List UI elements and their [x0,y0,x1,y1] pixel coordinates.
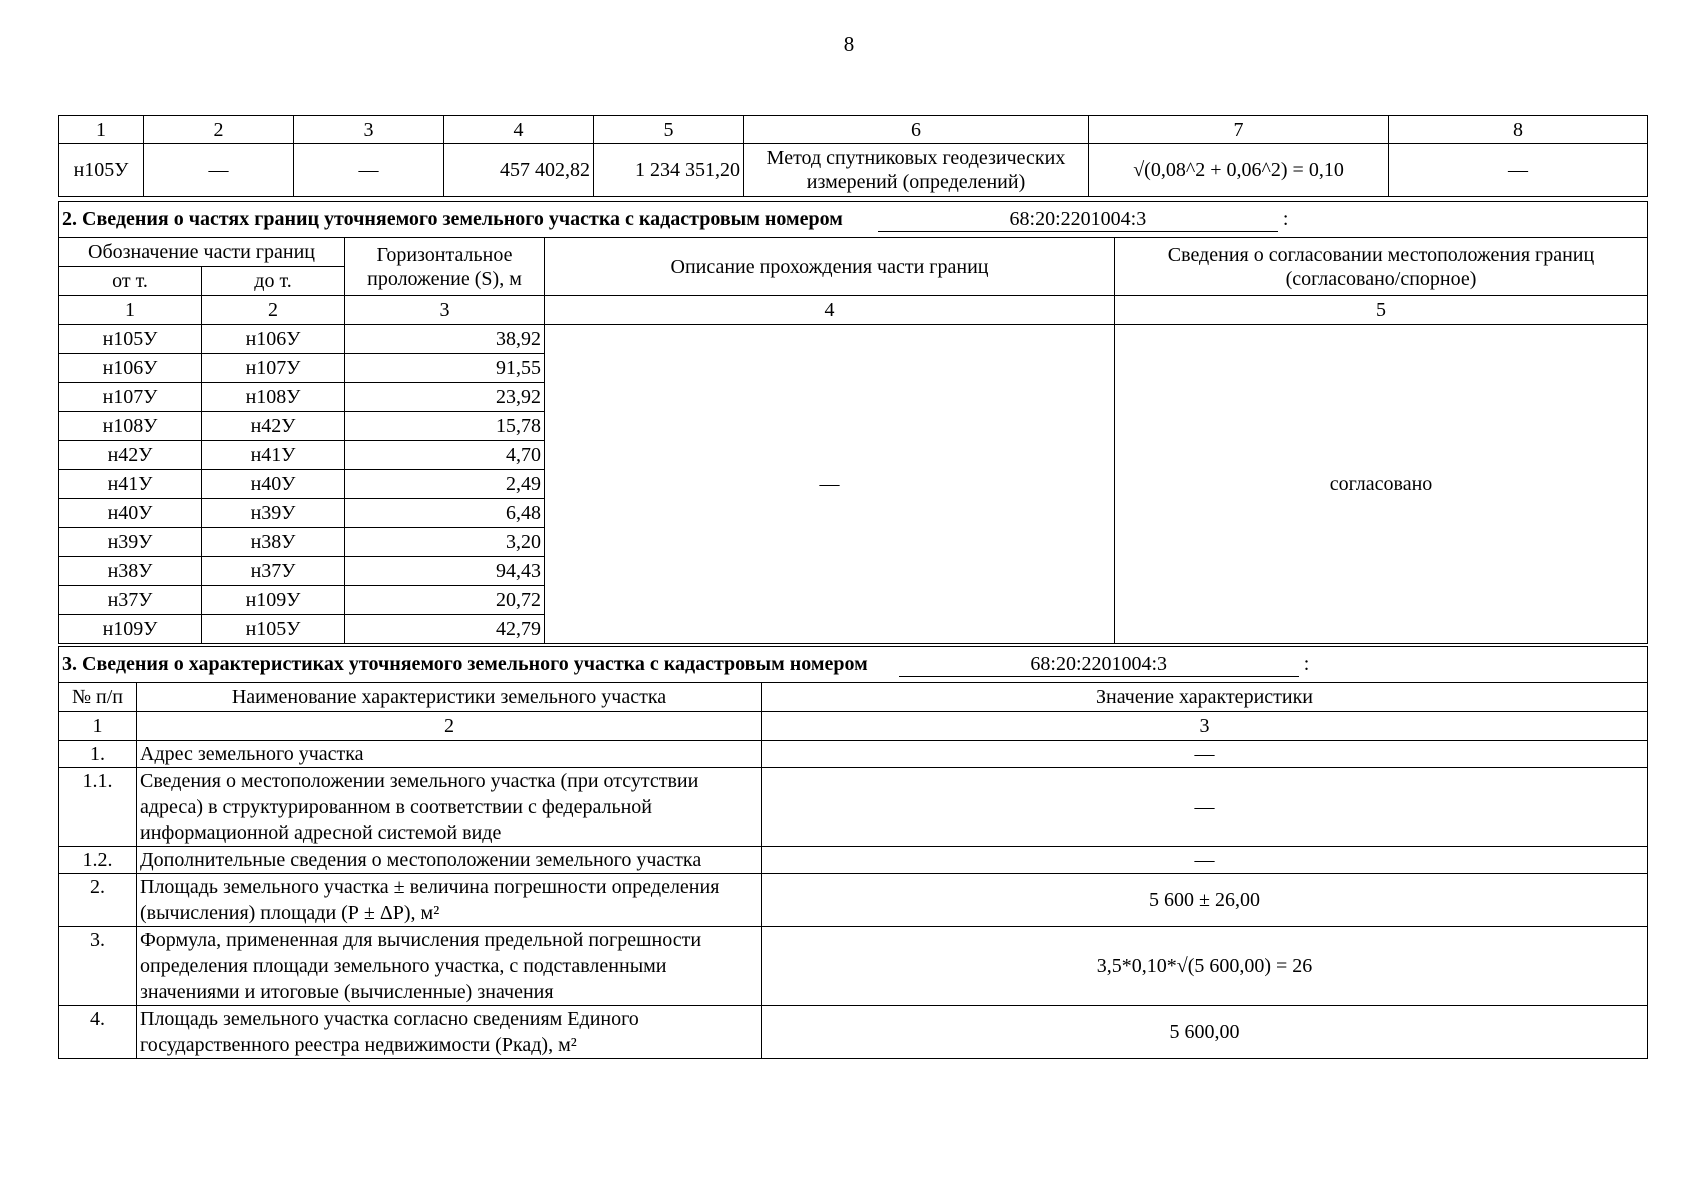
column-number-row [59,116,1648,144]
point-from: н42У [59,441,202,470]
coordinate-x: 457 402,82 [444,144,594,197]
table-cell: — [1389,144,1648,197]
horizontal-distance: 20,72 [345,586,545,615]
row-number: 1.1. [59,768,137,847]
section3-title-text: 3. Сведения о характеристиках уточняемого земельного участка с кадастровым номером [62,653,868,675]
boundary-points-table [58,115,1648,197]
col-number: 2 [137,712,762,741]
col-number: 2 [202,296,345,325]
section2-cadastral-number: 68:20:2201004:3 [878,207,1278,232]
col-number: 2 [144,116,294,144]
col-number: 8 [1389,116,1648,144]
point-to: н42У [202,412,345,441]
table-cell: — [294,144,444,197]
boundary-parts-body [59,325,1648,644]
table-row [59,325,1648,354]
header-designation: Обозначение части границ [59,238,345,267]
col-number: 5 [1115,296,1648,325]
characteristic-value: — [762,847,1648,874]
point-from: н106У [59,354,202,383]
col-number: 1 [59,296,202,325]
horizontal-distance: 94,43 [345,557,545,586]
col-number: 4 [444,116,594,144]
point-to: н107У [202,354,345,383]
point-from: н105У [59,325,202,354]
point-from: н39У [59,528,202,557]
characteristic-value: 3,5*0,10*√(5 600,00) = 26 [762,927,1648,1006]
point-to: н39У [202,499,345,528]
column-number-row [59,712,1648,741]
page-number: 8 [843,32,855,56]
col-number: 6 [744,116,1089,144]
point-to: н108У [202,383,345,412]
boundary-parts-table [58,201,1648,644]
col-number: 5 [594,116,744,144]
horizontal-distance: 15,78 [345,412,545,441]
coordinate-y: 1 234 351,20 [594,144,744,197]
header-num: № п/п [59,683,137,712]
horizontal-distance: 91,55 [345,354,545,383]
horizontal-distance: 4,70 [345,441,545,470]
characteristics-table [58,646,1648,1059]
table-row [59,1006,1648,1059]
col-number: 3 [294,116,444,144]
point-to: н37У [202,557,345,586]
header-horizontal: Горизонтальное проложение (S), м [345,238,545,296]
point-designation: н105У [59,144,144,197]
table-row [59,741,1648,768]
header-row [59,683,1648,712]
horizontal-distance: 23,92 [345,383,545,412]
horizontal-distance: 2,49 [345,470,545,499]
header-to: до т. [202,267,345,296]
measurement-method: Метод спутниковых геодезических измерений (определений) [744,144,1089,197]
horizontal-distance: 3,20 [345,528,545,557]
row-number: 1. [59,741,137,768]
point-from: н107У [59,383,202,412]
col-number: 7 [1089,116,1389,144]
header-row [59,238,1648,267]
horizontal-distance: 38,92 [345,325,545,354]
header-description: Описание прохождения части границ [545,238,1115,296]
col-number: 3 [762,712,1648,741]
characteristic-value: — [762,768,1648,847]
row-number: 3. [59,927,137,1006]
characteristic-name: Сведения о местоположении земельного участка (при отсутствии адреса) в структурированном в соответствии с федеральной информационной адресной системой виде [137,768,762,847]
characteristic-value: 5 600 ± 26,00 [762,874,1648,927]
section3-colon: : [1303,653,1310,675]
section2-title-text: 2. Сведения о частях границ уточняемого земельного участка с кадастровым номером [62,208,843,230]
section2-title [59,202,1648,238]
section-title-row [59,647,1648,683]
characteristics-body [59,741,1648,1059]
point-from: н38У [59,557,202,586]
point-to: н38У [202,528,345,557]
section-title-row [59,202,1648,238]
header-value: Значение характеристики [762,683,1648,712]
col-number: 4 [545,296,1115,325]
characteristic-name: Адрес земельного участка [137,741,762,768]
row-number: 2. [59,874,137,927]
point-to: н105У [202,615,345,644]
table-row [59,768,1648,847]
column-number-row [59,296,1648,325]
point-to: н41У [202,441,345,470]
header-agreement: Сведения о согласовании местоположения границ (согласовано/спорное) [1115,238,1648,296]
point-from: н37У [59,586,202,615]
characteristic-name: Дополнительные сведения о местоположении земельного участка [137,847,762,874]
characteristic-name: Площадь земельного участка согласно сведениям Единого государственного реестра недвижимости (Ркад), м² [137,1006,762,1059]
point-from: н41У [59,470,202,499]
row-number: 1.2. [59,847,137,874]
table-row [59,874,1648,927]
point-to: н106У [202,325,345,354]
point-from: н108У [59,412,202,441]
col-number: 3 [345,296,545,325]
table-row [59,927,1648,1006]
section3-cadastral-number: 68:20:2201004:3 [899,652,1299,677]
table-row [59,144,1648,197]
point-from: н109У [59,615,202,644]
boundary-description: — [545,325,1115,644]
accuracy-formula: √(0,08^2 + 0,06^2) = 0,10 [1089,144,1389,197]
point-from: н40У [59,499,202,528]
header-name: Наименование характеристики земельного участка [137,683,762,712]
horizontal-distance: 6,48 [345,499,545,528]
table-row [59,847,1648,874]
characteristic-name: Площадь земельного участка ± величина погрешности определения (вычисления) площади (Р ± ΔР), м² [137,874,762,927]
col-number: 1 [59,712,137,741]
agreement-status: согласовано [1115,325,1648,644]
point-to: н40У [202,470,345,499]
table-cell: — [144,144,294,197]
section2-colon: : [1282,208,1289,230]
row-number: 4. [59,1006,137,1059]
horizontal-distance: 42,79 [345,615,545,644]
characteristic-value: 5 600,00 [762,1006,1648,1059]
characteristic-value: — [762,741,1648,768]
section3-title [59,647,1648,683]
point-to: н109У [202,586,345,615]
characteristic-name: Формула, примененная для вычисления предельной погрешности определения площади земельного участка, с подставленными значениями и итоговые (вычисленные) значения [137,927,762,1006]
col-number: 1 [59,116,144,144]
header-from: от т. [59,267,202,296]
